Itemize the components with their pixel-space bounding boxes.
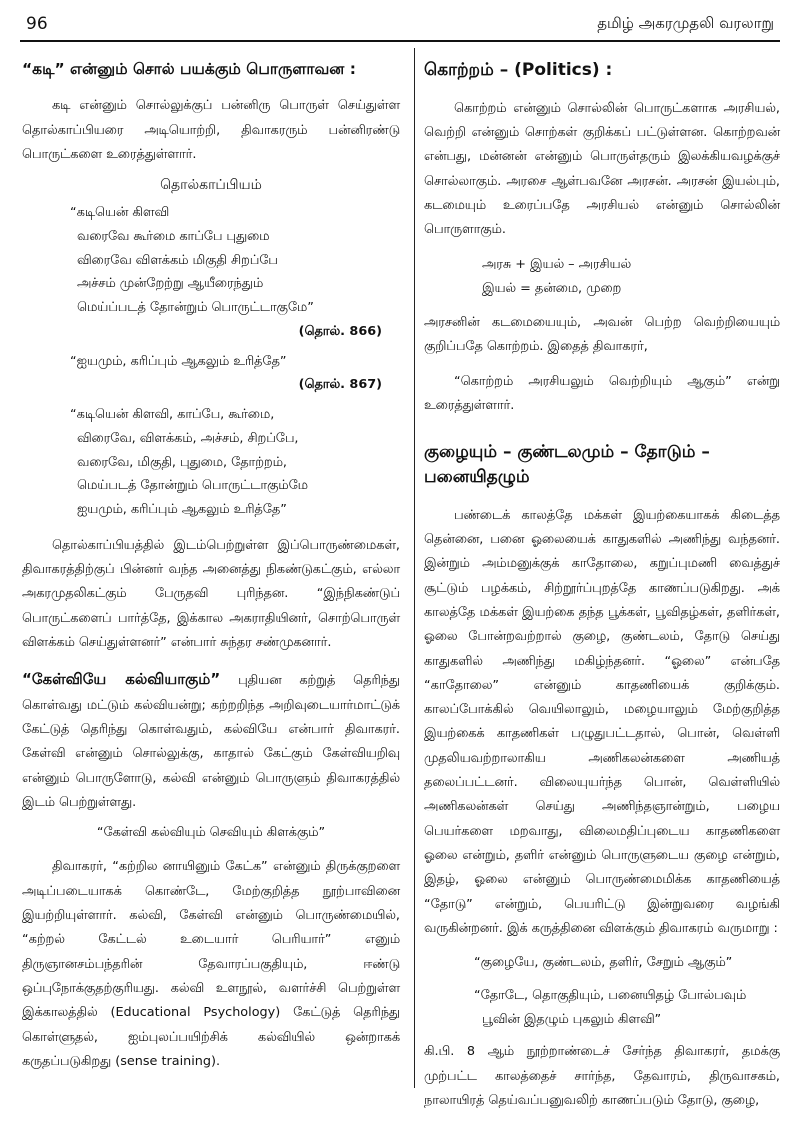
quote: “கேள்வி கல்வியும் செவியும் கிளக்கும்”: [96, 825, 326, 841]
quote-block: [424, 951, 780, 975]
page-header: [20, 12, 780, 40]
quote-block: [424, 984, 780, 1033]
paragraph: பண்டைக் காலத்தே மக்கள் இயற்கையாகக் கிடைத்த தென்னை, பனை ஓலையைக் காதுகளில் அணிந்து வந்தனர். இன்றும் அம்மனுக்குக் காதோலை, கறுப்புமணி வைத்துச் சூட்டும் பழக்கம், சிற்றூர்ப்புறத்தே காணப்படுகிறது. அக் காலத்தே மக்கள் இயற்கை தந்த பூக்கள், பூவிதழ்கள், தளிர்கள், ஓலை போன்றவற்றால் குழை, குண்டலம், தோடு செய்து காதுகளில் அணிந்து மகிழ்ந்தனர். “ஓலை” என்பதே “காதோலை” என்னும் காதணியைக் குறிக்கும். காலப்போக்கில் வெயிலாலும், மழையாலும் மேற்குறித்த இயற்கைக் காதணிகள் பழுதுபட்டதால், பொன், வெள்ளி முதலியவற்றாலாகிய அணிகலன்களை அணியத் தலைப்பட்டனர். விலையுயர்ந்த பொன், வெள்ளியில் அணிகலன்கள் செய்து அணிந்தஞான்றும், பழைய பெயர்களை மறவாது, விலைமதிப்புடைய காதணிகளை ஓலை என்றும், தளிர் என்னும் பொருளுடைய குழை என்றும், இதழ், ஓலை என்னும் பொருண்மைமிக்க காதணியைத் “தோடு” என்றும், பெயரிட்டு இன்றுவரை வழங்கி வருகின்றனர். இக் கருத்தினை விளக்கும் திவாகரம் வருமாறு :: [424, 507, 780, 936]
right-column: [424, 58, 780, 1123]
formula-line: இயல் = தன்மை, முறை: [482, 280, 622, 296]
verse-line: மெய்ப்படத் தோன்றும் பொருட்டாகுமே”: [77, 300, 314, 316]
paragraph: கொற்றம் என்னும் சொல்லின் பொருட்களாக அரசியல், வெற்றி என்னும் சொற்கள் குறிக்கப் பட்டுள்ளன. கொற்றவன் என்பது, மன்னன் என்னும் பொருள்தரும் இலக்கியவழக்குச் சொல்லாகும். அரசை ஆள்பவனே அரசன். அரசன் இயல்பும், கடமையும் உரைப்பதே அரசியல் என்னும் சொல்லின் பொருளாகும்.: [424, 100, 780, 238]
verse-line: மெய்படத் தோன்றும் பொருட்டாகும்மே: [77, 478, 308, 494]
verse-block: [22, 201, 400, 319]
verse-line: “ஐயமும், கரிப்பும் ஆகலும் உரித்தே”: [70, 353, 287, 369]
paragraph: திவாகரர், “கற்றில னாயினும் கேட்க” என்னும் திருக்குறளை அடிப்படையாகக் கொண்டே, மேற்குறித்த நூற்பாவினை இயற்றியுள்ளார். கல்வி, கேள்வி என்னும் பொருண்மையில், “கற்றல் கேட்டல் உடையார் பெரியார்” எனும் திருஞானசம்பந்தரின் தேவாரப்பகுதியும், ஈண்டு ஒப்புநோக்குதற்குரியது. கல்வி உளநூல், வளர்ச்சி பெற்றுள்ள இக்காலத்தில் (Educational Psychology) கேட்டுத் தெரிந்து கொள்ளுதல், ஐம்புலப்பயிற்சிக் கல்வியில் ஒன்றாகக் கருதப்படுகிறது (sense training).: [22, 859, 400, 1069]
verse-line: விரைவே விளக்கம் மிகுதி சிறப்பே: [77, 252, 278, 268]
paragraph: கி.பி. 8 ஆம் நூற்றாண்டைச் சேர்ந்த திவாகரர், தமக்கு முற்பட்ட காலத்தைச் சார்ந்த, தேவாரம், திருவாசகம், நாலாயிரத் தெய்வப்பனுவலிற் காணப்படும் தோடு, குழை,: [424, 1044, 780, 1108]
section-heading-kadi: “கடி” என்னும் சொல் பயக்கும் பொருளாவன :: [22, 60, 356, 78]
verse-line: “கடியென் கிளவி: [70, 205, 170, 221]
quote-line: “குழையே, குண்டலம், தளிர், சேறும் ஆகும்”: [474, 955, 733, 971]
section-heading-politics: கொற்றம் – (Politics) :: [424, 60, 613, 80]
paragraph: [22, 665, 400, 815]
section-heading-ear-ornaments: குழையும் – குண்டலமும் – தோடும் – பனையிதழும்: [424, 442, 710, 488]
formula-line: அரசு + இயல் – அரசியல்: [482, 256, 632, 272]
left-column: [22, 58, 400, 1084]
quote-line: “தோடே, தொகுதியும், பனையிதழ் போல்பவும்: [474, 987, 747, 1003]
verse-line: வரைவே, மிகுதி, புதுமை, தோற்றம்,: [77, 454, 288, 470]
paragraph: தொல்காப்பியத்தில் இடம்பெற்றுள்ள இப்பொருண்மைகள், திவாகரத்திற்குப் பின்னர் வந்த அனைத்து நிகண்டுகட்கும், எல்லா அகரமுதலிகட்கும் பேருதவி புரிந்தன. “இந்நிகண்டுப் பொருட்களைப் பார்த்தே, இக்கால அகராதியினர், சொற்பொருள் விளக்கம் செய்துள்ளனர்” என்பார் சுந்தர சண்முகனார்.: [22, 537, 400, 651]
citation: (தொல். 867): [298, 377, 382, 393]
tolkappiyam-title: தொல்காப்பியம்: [160, 177, 262, 194]
citation: (தொல். 866): [298, 323, 382, 339]
running-title: தமிழ் அகரமுதலி வரலாறு: [597, 14, 774, 32]
verse-line: வரைவே கூர்மை காப்பே புதுமை: [77, 229, 270, 245]
verse-block: [22, 403, 400, 521]
quote-line: பூவின் இதழும் புகலும் கிளவி”: [482, 1011, 662, 1027]
paragraph: அரசனின் கடமையையும், அவன் பெற்ற வெற்றியையும் குறிப்பதே கொற்றம். இதைத் திவாகரர்,: [424, 315, 780, 355]
verse-block: [22, 350, 400, 374]
header-rule: [20, 40, 780, 42]
lead-phrase: “கேள்வியே கல்வியாகும்”: [22, 670, 221, 689]
page-number: 96: [26, 14, 48, 34]
verse-line: ஐயமும், கரிப்பும் ஆகலும் உரித்தே”: [77, 502, 287, 518]
paragraph-text: புதியன கற்றுத் தெரிந்து கொள்வது மட்டும் கல்வியன்று; கற்றறிந்த அறிவுடையார்மாட்டுக் கேட்டுத் தெரிந்து கொள்வதும், கல்வியே என்பார் திவாகரர். கேள்வி என்னும் சொல்லுக்கு, காதால் கேட்கும் கேள்வியறிவு என்னும் பொருளோடு, கல்வி என்னும் பொருளும் திவாகரத்தில் இடம் பெற்றுள்ளது.: [22, 673, 400, 811]
verse-line: “கடியென் கிளவி, காப்பே, கூர்மை,: [70, 407, 275, 423]
verse-line: விரைவே, விளக்கம், அச்சம், சிறப்பே,: [77, 431, 299, 447]
formula-block: [424, 253, 780, 302]
paragraph: கடி என்னும் சொல்லுக்குப் பன்னிரு பொருள் செய்துள்ள தொல்காப்பியரை அடியொற்றி, திவாகரரும் பன்னிரண்டு பொருட்களை உரைத்துள்ளார்.: [22, 98, 400, 163]
column-divider: [414, 48, 415, 1088]
verse-line: அச்சம் முன்றேற்று ஆயீரைந்தும்: [77, 276, 264, 292]
paragraph: “கொற்றம் அரசியலும் வெற்றியும் ஆகும்” என்று உரைத்துள்ளார்.: [424, 373, 780, 414]
